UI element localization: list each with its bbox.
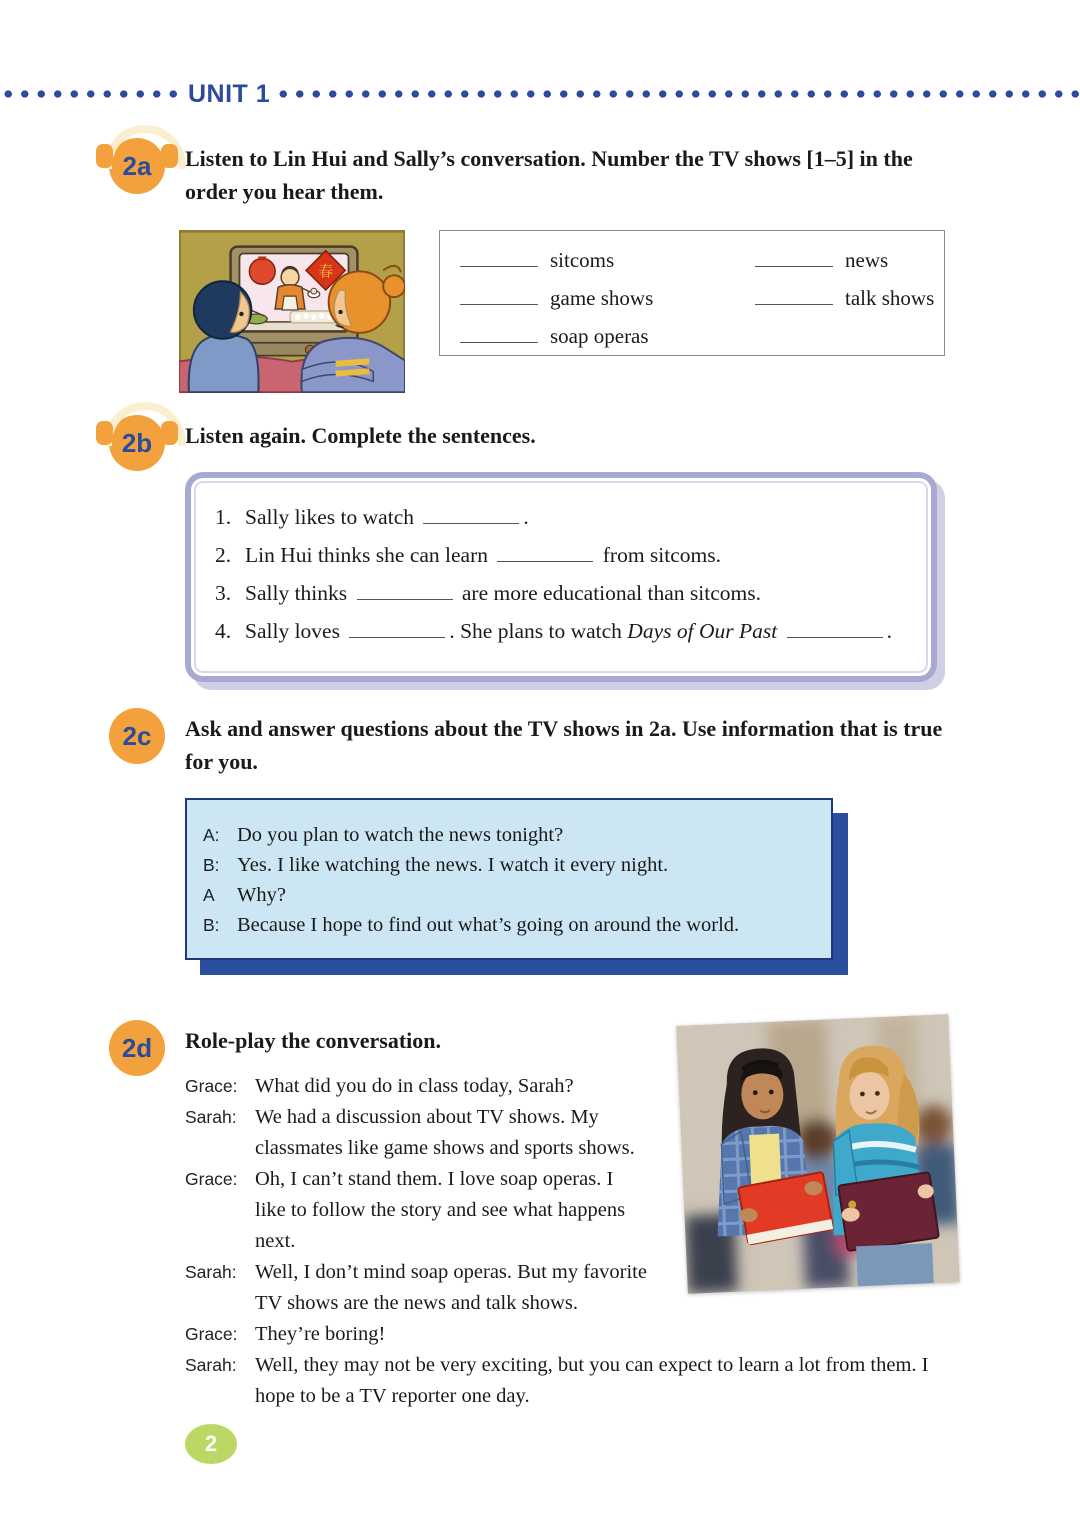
blank-line (349, 618, 445, 638)
blank-line (460, 323, 538, 343)
speaker-label: B: (203, 855, 220, 875)
dialogue-entry (203, 850, 813, 880)
dialogue-text: Why? (237, 884, 286, 906)
page-number-badge: 2 (185, 1424, 237, 1464)
tv-show-label: soap operas (550, 323, 649, 348)
dialogue-entry (203, 820, 813, 850)
sentence-number: 1. (215, 505, 232, 530)
tv-watching-illustration (179, 230, 405, 393)
tv-show-label: game shows (550, 285, 654, 310)
exercise-2d-badge: 2d (109, 1020, 165, 1076)
tv-shows-left-column (460, 247, 755, 355)
sentence-row (215, 580, 911, 618)
tv-show-label: sitcoms (550, 247, 615, 272)
tv-show-label: news (845, 247, 889, 272)
speaker-label: Sarah: (185, 1355, 237, 1375)
speaker-label: Grace: (185, 1169, 238, 1189)
text-fragment (777, 619, 782, 643)
section-2d (121, 1024, 960, 1412)
dialogue-text: What did you do in class today, Sarah? (255, 1075, 574, 1097)
exercise-2c-instruction: Ask and answer questions about the TV shows in 2a. Use information that is true for you. (185, 716, 943, 774)
speaker-label: A (203, 885, 215, 905)
dialogue-text: Oh, I can’t stand them. I love soap operas. I like to follow the story and see what happens next. (255, 1168, 626, 1252)
sentence-text (245, 581, 761, 605)
exercise-2a-content (185, 230, 960, 393)
dialogue-text: We had a discussion about TV shows. My classmates like game shows and sports shows. (255, 1106, 635, 1159)
blank-line (460, 285, 538, 305)
example-dialogue-box (185, 798, 833, 960)
sentence-number: 3. (215, 581, 232, 606)
tv-show-label: talk shows (845, 285, 935, 310)
dialogue-entry (185, 1350, 960, 1412)
tv-show-item (755, 285, 934, 323)
dialogue-text: Well, they may not be very exciting, but you can expect to learn a lot from them. I hope to be a TV reporter one day. (255, 1354, 929, 1407)
sentence-text (245, 619, 892, 643)
dialogue-text: Well, I don’t mind soap operas. But my favorite TV shows are the news and talk shows. (255, 1261, 647, 1314)
text-fragment: Sally likes to watch (245, 505, 420, 530)
tv-show-item (460, 285, 755, 323)
unit-title: UNIT 1 (188, 79, 271, 108)
sentence-row (215, 618, 911, 656)
speaker-label: A: (203, 825, 220, 845)
tv-show-item (460, 323, 755, 361)
section-2a (122, 142, 960, 393)
dotted-rule-right (275, 88, 1080, 100)
sentence-row (215, 504, 911, 542)
dialogue-entry (185, 1319, 960, 1350)
text-fragment: . (523, 505, 529, 530)
section-2b (121, 419, 960, 682)
sentence-row (215, 542, 911, 580)
speaker-label: Sarah: (185, 1107, 237, 1127)
tv-show-item (755, 247, 934, 285)
speaker-label: Sarah: (185, 1262, 237, 1282)
exercise-2b-instruction: Listen again. Complete the sentences. (185, 423, 536, 448)
text-fragment: from sitcoms. (597, 543, 722, 568)
exercise-2a-instruction: Listen to Lin Hui and Sally’s conversation. Number the TV shows [1–5] in the order you hear them. (185, 146, 913, 204)
exercise-2c-badge: 2c (109, 708, 165, 764)
blank-line (755, 285, 833, 305)
exercise-2d-instruction: Role-play the conversation. (185, 1028, 442, 1053)
speaker-label: Grace: (185, 1076, 238, 1096)
text-fragment: . She plans to watch (449, 619, 628, 644)
text-fragment: . (886, 619, 892, 644)
dialogue-entry (203, 910, 813, 940)
dotted-rule-left (0, 88, 183, 100)
sentence-text (245, 543, 721, 567)
svg-text:春: 春 (318, 262, 334, 281)
speaker-label: Grace: (185, 1324, 238, 1344)
dialogue-entry (203, 880, 813, 910)
text-fragment: Days of Our Past (627, 619, 778, 644)
tv-shows-checklist (439, 230, 945, 356)
tv-show-item (460, 247, 755, 285)
text-fragment: Lin Hui thinks she can learn (245, 543, 494, 568)
tv-shows-right-column (755, 247, 934, 355)
text-fragment: Sally thinks (245, 581, 353, 606)
blank-line (787, 618, 883, 638)
section-2c (122, 712, 960, 960)
sentence-number: 2. (215, 543, 232, 568)
sentence-text (245, 505, 529, 529)
dialogue-text: Do you plan to watch the news tonight? (237, 824, 564, 846)
blank-line (497, 542, 593, 562)
blank-line (423, 504, 519, 524)
students-photo-wrap (674, 1014, 960, 1298)
sentence-number: 4. (215, 619, 232, 644)
dialogue-text: Yes. I like watching the news. I watch it every night. (237, 854, 669, 876)
dialogue-text: Because I hope to find out what’s going on around the world. (237, 914, 740, 936)
unit-header (0, 79, 1080, 108)
blank-line (460, 247, 538, 267)
dialogue-text: They’re boring! (255, 1323, 386, 1345)
blank-line (357, 580, 453, 600)
speaker-label: B: (203, 915, 220, 935)
complete-sentences-box (185, 472, 937, 682)
text-fragment: are more educational than sitcoms. (456, 581, 761, 606)
text-fragment: Sally loves (245, 619, 346, 644)
exercise-2a-badge headphones-icon: 2a (109, 138, 165, 194)
exercise-2b-badge headphones-icon: 2b (109, 415, 165, 471)
students-photo (676, 1014, 959, 1294)
blank-line (755, 247, 833, 267)
